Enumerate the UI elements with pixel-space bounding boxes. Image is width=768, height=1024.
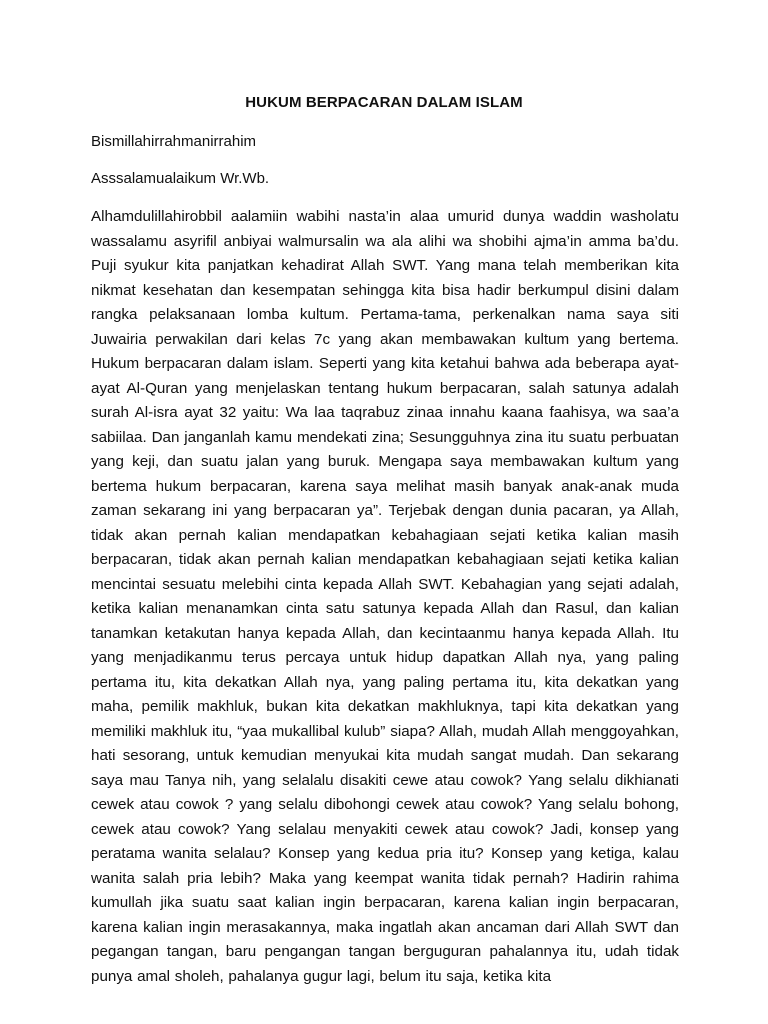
- greeting-line: Asssalamualaikum Wr.Wb.: [91, 170, 270, 187]
- document-title: HUKUM BERPACARAN DALAM ISLAM: [245, 94, 523, 111]
- basmalah-line: Bismillahirrahmanirrahim: [91, 133, 257, 150]
- body-paragraph: Alhamdulillahirobbil aalamiin wabihi nasta’in alaa umurid dunya waddin washolatu wassalamu asyrifil anbiyai walmursalin wa ala alihi wa shobihi ajma’in amma ba’du. Puji syukur kita panjatkan kehadirat Allah SWT. Yang mana telah memberikan kita nikmat kesehatan dan kesempatan sehingga kita bisa hadir berkumpul disini dalam rangka pelaksanaan lomba kultum. Pertama-tama, perkenalkan nama saya siti Juwairia perwakilan dari kelas 7c yang akan membawakan kultum yang bertema. Hukum berpacaran dalam islam. Seperti yang kita ketahui bahwa ada beberapa ayat-ayat Al-Quran yang menjelaskan tentang hukum berpacaran, salah satunya adalah surah Al-isra ayat 32 yaitu: Wa laa taqrabuz zinaa innahu kaana faahisya, wa saa’a sabiilaa. Dan janganlah kamu mendekati zina; Sesungguhnya zina itu suatu perbuatan yang keji, dan suatu jalan yang buruk. Mengapa saya membawakan kultum yang bertema hukum berpacaran, karena saya melihat masih banyak anak-anak muda zaman sekarang ini yang berpacaran ya”. Terjebak dengan dunia pacaran, ya Allah, tidak akan pernah kalian mendapatkan kebahagiaan sejati ketika kalian masih berpacaran, tidak akan pernah kalian mendapatkan kebahagiaan sejati ketika kalian mencintai sesuatu melebihi cinta kepada Allah SWT. Kebahagian yang sejati adalah, ketika kalian menanamkan cinta satu satunya kepada Allah dan Rasul, dan kalian tanamkan ketakutan hanya kepada Allah, dan kecintaanmu hanya kepada Allah. Itu yang menjadikanmu terus percaya untuk hidup dapatkan Allah nya, yang paling pertama itu, kita dekatkan Allah nya, yang paling pertama itu, kita dekatkan yang maha, pemilik makhluk, bukan kita dekatkan makhluknya, tapi kita dekatkan yang memiliki makhluk itu, “yaa mukallibal kulub” siapa? Allah, mudah Allah menggoyahkan, hati sesorang, untuk kemudian menyukai kita mudah sangat mudah. Dan sekarang saya mau Tanya nih, yang selalalu disakiti cewe atau cowok? Yang selalu dikhianati cewek atau cowok ? yang selalu dibohongi cewek atau cowok? Yang selalu bohong, cewek atau cowok? Yang selalau menyakiti cewek atau cowok? Jadi, konsep yang peratama wanita selalau? Konsep yang kedua pria itu? Konsep yang ketiga, kalau wanita salah pria lebih? Maka yang keempat wanita tidak pernah? Hadirin rahima kumullah jika suatu saat kalian ingin berpacaran, karena kalian ingin berpacaran, karena kalian ingin merasakannya, maka ingatlah akan ancaman dari Allah SWT dan pegangan tangan, baru pengangan tangan berguguran pahalannya itu, udah tidak punya amal sholeh, pahalanya gugur lagi, belum itu saja, ketika kita: [91, 208, 679, 985]
